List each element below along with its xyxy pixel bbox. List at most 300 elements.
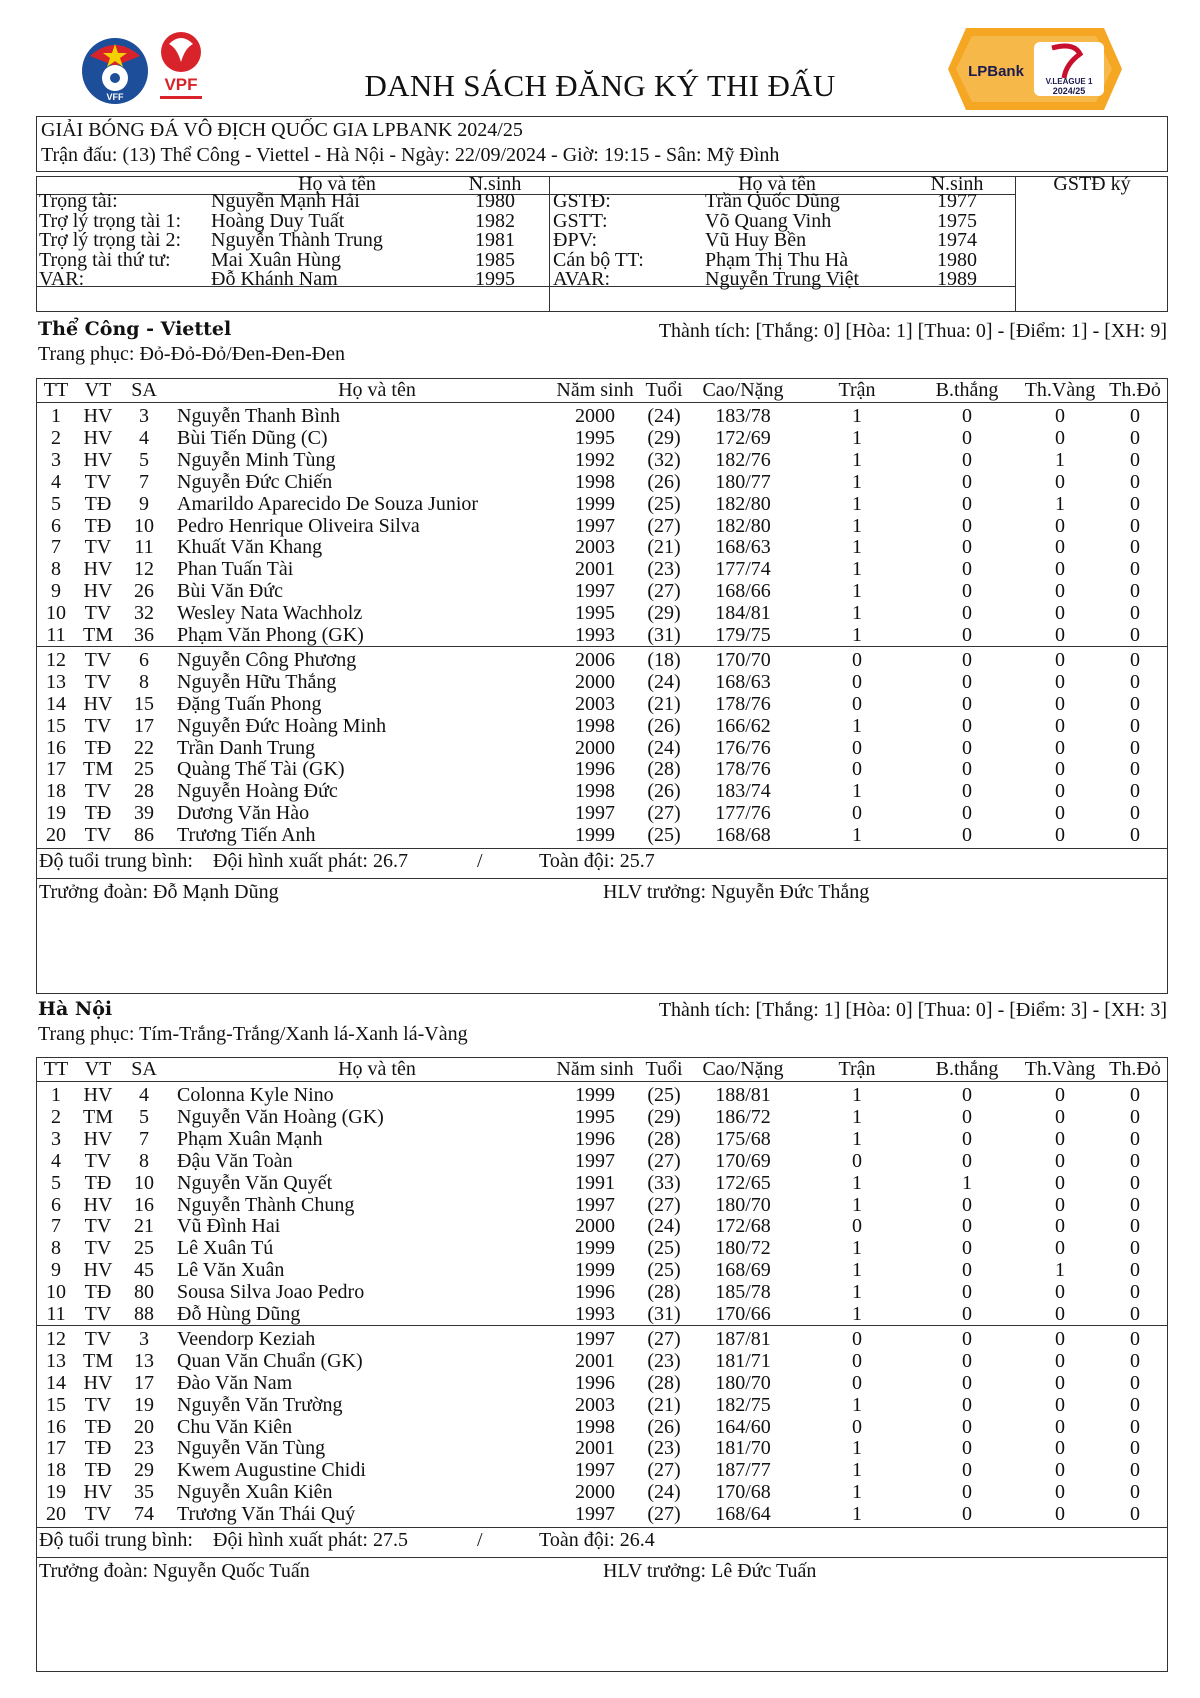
player-position: TĐ	[84, 1437, 112, 1460]
official-role: Cán bộ TT:	[553, 248, 644, 271]
player-shirt-number: 25	[134, 1237, 154, 1260]
player-matches: 1	[852, 426, 862, 449]
player-birth-year: 1995	[575, 426, 615, 449]
player-red-cards: 0	[1130, 470, 1140, 493]
player-birth-year: 2000	[575, 736, 615, 759]
player-height-weight: 172/65	[715, 1171, 771, 1194]
player-matches: 0	[852, 648, 862, 671]
player-shirt-number: 23	[134, 1437, 154, 1460]
player-player-name: Phạm Xuân Mạnh	[177, 1127, 323, 1150]
player-goals: 0	[962, 648, 972, 671]
player-age: (27)	[647, 580, 681, 603]
col-matches-header: Trận	[838, 1058, 876, 1080]
player-tt: 12	[46, 1327, 66, 1350]
player-goals: 0	[962, 602, 972, 625]
avar-name: Nguyễn Trung Việt	[705, 268, 860, 290]
player-birth-year: 1993	[575, 624, 615, 646]
player-age: (31)	[647, 1303, 681, 1325]
player-row	[37, 623, 1167, 647]
player-height-weight: 170/66	[715, 1303, 771, 1325]
player-player-name: Nguyễn Thanh Bình	[177, 405, 340, 427]
player-tt: 7	[51, 1215, 61, 1238]
player-height-weight: 179/75	[715, 624, 771, 646]
player-tt: 2	[51, 426, 61, 449]
player-red-cards: 0	[1130, 780, 1140, 803]
player-tt: 1	[51, 1084, 61, 1106]
player-position: TV	[84, 1393, 112, 1416]
average-age-label: Độ tuổi trung bình:	[39, 1529, 193, 1551]
svg-text:VFF: VFF	[106, 92, 124, 102]
player-birth-year: 1999	[575, 1237, 615, 1260]
player-yellow-cards: 0	[1055, 1371, 1065, 1394]
player-position: HV	[83, 1481, 113, 1504]
player-matches: 1	[852, 1171, 862, 1194]
col-birth-year-header: Năm sinh	[556, 379, 634, 401]
player-shirt-number: 88	[134, 1303, 154, 1325]
player-matches: 0	[852, 1215, 862, 1238]
player-position: HV	[83, 1371, 113, 1394]
player-row	[37, 448, 1167, 472]
head-coach: HLV trưởng: Lê Đức Tuấn	[603, 1560, 817, 1582]
player-player-name: Quan Văn Chuẩn (GK)	[177, 1349, 363, 1372]
player-yellow-cards: 0	[1055, 780, 1065, 803]
player-birth-year: 1998	[575, 1415, 615, 1438]
player-red-cards: 0	[1130, 624, 1140, 646]
player-shirt-number: 10	[134, 1171, 154, 1194]
player-player-name: Nguyễn Văn Trường	[177, 1393, 343, 1416]
player-matches: 0	[852, 1349, 862, 1372]
player-height-weight: 181/70	[715, 1437, 771, 1460]
player-player-name: Trương Văn Thái Quý	[177, 1503, 356, 1526]
team-1-roster-table	[36, 378, 1168, 994]
svg-text:2024/25: 2024/25	[1052, 86, 1086, 96]
player-goals: 0	[962, 558, 972, 581]
col-goals-header: B.thắng	[935, 379, 999, 401]
player-tt: 16	[46, 1415, 66, 1438]
player-goals: 0	[962, 670, 972, 693]
player-row	[37, 470, 1167, 494]
player-height-weight: 178/76	[715, 692, 771, 715]
player-age: (26)	[647, 470, 681, 493]
player-matches: 0	[852, 1149, 862, 1172]
player-row	[37, 404, 1167, 428]
player-height-weight: 168/64	[715, 1503, 771, 1526]
official-role: ĐPV:	[553, 229, 598, 251]
player-shirt-number: 80	[134, 1281, 154, 1304]
player-goals: 0	[962, 824, 972, 847]
player-yellow-cards: 0	[1055, 1171, 1065, 1194]
player-player-name: Khuất Văn Khang	[177, 536, 323, 559]
player-birth-year: 1995	[575, 602, 615, 625]
player-position: HV	[83, 1193, 113, 1216]
var-name: Đỗ Khánh Nam	[211, 268, 338, 290]
official-role: GSTT:	[553, 209, 608, 232]
player-tt: 9	[51, 1259, 61, 1282]
player-yellow-cards: 0	[1055, 1481, 1065, 1504]
player-height-weight: 177/76	[715, 802, 771, 825]
player-matches: 0	[852, 758, 862, 781]
player-matches: 1	[852, 492, 862, 515]
col-height-weight-header: Cao/Nặng	[702, 379, 784, 401]
player-shirt-number: 74	[134, 1503, 154, 1526]
official-year: 1974	[937, 229, 977, 251]
player-red-cards: 0	[1130, 1459, 1140, 1482]
team-2-name: Hà Nội	[38, 998, 113, 1020]
player-row	[37, 1302, 1167, 1326]
player-height-weight: 180/70	[715, 1193, 771, 1216]
player-row	[37, 1236, 1167, 1260]
player-shirt-number: 7	[139, 470, 149, 493]
player-yellow-cards: 0	[1055, 648, 1065, 671]
player-red-cards: 0	[1130, 692, 1140, 715]
officials-header-year-2: N.sinh	[930, 173, 984, 195]
player-position: TV	[84, 1215, 112, 1238]
player-birth-year: 1997	[575, 1503, 615, 1526]
player-goals: 1	[962, 1171, 972, 1194]
player-matches: 1	[852, 448, 862, 471]
player-yellow-cards: 0	[1055, 580, 1065, 603]
player-yellow-cards: 0	[1055, 1503, 1065, 1526]
player-goals: 0	[962, 1127, 972, 1150]
vff-logo	[80, 36, 150, 106]
player-age: (25)	[647, 1259, 681, 1282]
player-age: (26)	[647, 714, 681, 737]
player-yellow-cards: 0	[1055, 1193, 1065, 1216]
col-tt-header: TT	[43, 379, 69, 401]
player-age: (25)	[647, 1237, 681, 1260]
player-matches: 1	[852, 780, 862, 803]
player-player-name: Nguyễn Xuân Kiên	[177, 1481, 333, 1504]
player-matches: 1	[852, 405, 862, 427]
player-matches: 0	[852, 802, 862, 825]
player-age: (32)	[647, 448, 681, 471]
player-yellow-cards: 1	[1055, 1259, 1065, 1282]
player-row	[37, 1171, 1167, 1195]
player-age: (24)	[647, 405, 681, 427]
player-tt: 5	[51, 1171, 61, 1194]
player-tt: 14	[46, 692, 66, 715]
svg-text:VPF: VPF	[164, 75, 198, 94]
table-header-row	[37, 1057, 1167, 1081]
player-goals: 0	[962, 536, 972, 559]
col-age-header: Tuổi	[645, 1058, 683, 1080]
player-position: TV	[84, 1327, 112, 1350]
player-goals: 0	[962, 1259, 972, 1282]
player-yellow-cards: 0	[1055, 405, 1065, 427]
player-position: TM	[83, 1105, 113, 1128]
player-shirt-number: 86	[134, 824, 154, 847]
player-red-cards: 0	[1130, 1481, 1140, 1504]
player-position: HV	[83, 558, 113, 581]
player-height-weight: 183/78	[715, 405, 771, 427]
player-position: HV	[83, 692, 113, 715]
player-row	[37, 579, 1167, 603]
player-age: (29)	[647, 426, 681, 449]
player-age: (23)	[647, 1437, 681, 1460]
player-goals: 0	[962, 1193, 972, 1216]
player-shirt-number: 4	[139, 426, 149, 449]
player-matches: 1	[852, 580, 862, 603]
player-yellow-cards: 0	[1055, 536, 1065, 559]
player-position: TM	[83, 1349, 113, 1372]
player-red-cards: 0	[1130, 1105, 1140, 1128]
player-goals: 0	[962, 1371, 972, 1394]
player-birth-year: 2001	[575, 558, 615, 581]
player-birth-year: 1997	[575, 1327, 615, 1350]
player-shirt-number: 35	[134, 1481, 154, 1504]
col-age-header: Tuổi	[645, 379, 683, 401]
player-row	[37, 1371, 1167, 1395]
average-age-separator: /	[477, 850, 483, 872]
player-shirt-number: 17	[134, 1371, 154, 1394]
player-height-weight: 177/74	[715, 558, 771, 581]
table-header-row	[37, 378, 1167, 402]
player-tt: 14	[46, 1371, 66, 1394]
player-red-cards: 0	[1130, 714, 1140, 737]
player-player-name: Phan Tuấn Tài	[177, 558, 294, 581]
average-age-label: Độ tuổi trung bình:	[39, 850, 193, 872]
player-row	[37, 1415, 1167, 1439]
player-row	[37, 601, 1167, 625]
player-goals: 0	[962, 736, 972, 759]
player-shirt-number: 29	[134, 1459, 154, 1482]
player-red-cards: 0	[1130, 670, 1140, 693]
player-birth-year: 1997	[575, 1149, 615, 1172]
player-tt: 12	[46, 648, 66, 671]
player-birth-year: 1997	[575, 1193, 615, 1216]
match-info-box	[36, 116, 1168, 172]
player-age: (28)	[647, 1127, 681, 1150]
player-age: (33)	[647, 1171, 681, 1194]
player-yellow-cards: 1	[1055, 492, 1065, 515]
player-red-cards: 0	[1130, 1259, 1140, 1282]
player-tt: 2	[51, 1105, 61, 1128]
player-birth-year: 1992	[575, 448, 615, 471]
player-tt: 15	[46, 714, 66, 737]
player-matches: 1	[852, 1503, 862, 1526]
player-shirt-number: 8	[139, 1149, 149, 1172]
player-yellow-cards: 0	[1055, 1215, 1065, 1238]
player-matches: 1	[852, 1437, 862, 1460]
player-row	[37, 692, 1167, 716]
player-red-cards: 0	[1130, 1237, 1140, 1260]
player-goals: 0	[962, 1084, 972, 1106]
player-yellow-cards: 0	[1055, 1281, 1065, 1304]
player-height-weight: 182/76	[715, 448, 771, 471]
svg-text:V.LEAGUE 1: V.LEAGUE 1	[1045, 77, 1093, 86]
officials-header-name: Họ và tên	[298, 173, 376, 195]
competition-name: GIẢI BÓNG ĐÁ VÔ ĐỊCH QUỐC GIA LPBANK 2024/25	[41, 119, 523, 141]
player-height-weight: 166/62	[715, 714, 771, 737]
player-position: TV	[84, 780, 112, 803]
player-red-cards: 0	[1130, 1303, 1140, 1325]
player-shirt-number: 7	[139, 1127, 149, 1150]
player-birth-year: 2000	[575, 1215, 615, 1238]
lpbank-vleague-logo	[946, 26, 1124, 112]
player-player-name: Nguyễn Đức Hoàng Minh	[177, 714, 387, 737]
player-shirt-number: 11	[134, 536, 154, 559]
player-height-weight: 182/75	[715, 1393, 771, 1416]
col-birth-year-header: Năm sinh	[556, 1058, 634, 1080]
player-matches: 0	[852, 1415, 862, 1438]
player-row	[37, 779, 1167, 803]
player-red-cards: 0	[1130, 1084, 1140, 1106]
vpf-logo	[152, 28, 210, 108]
svg-text:LPBank: LPBank	[968, 63, 1024, 80]
player-position: TV	[84, 1237, 112, 1260]
player-position: TĐ	[84, 1171, 112, 1194]
player-goals: 0	[962, 1393, 972, 1416]
player-tt: 11	[46, 1303, 66, 1325]
document-title: DANH SÁCH ĐĂNG KÝ THI ĐẤU	[364, 68, 836, 103]
player-goals: 0	[962, 714, 972, 737]
player-player-name: Bùi Tiến Dũng (C)	[177, 426, 328, 449]
player-red-cards: 0	[1130, 536, 1140, 559]
player-row	[37, 1105, 1167, 1129]
player-age: (23)	[647, 1349, 681, 1372]
player-yellow-cards: 0	[1055, 1327, 1065, 1350]
player-red-cards: 0	[1130, 1149, 1140, 1172]
player-player-name: Nguyễn Đức Chiến	[177, 470, 333, 493]
player-yellow-cards: 0	[1055, 670, 1065, 693]
player-height-weight: 180/77	[715, 470, 771, 493]
player-player-name: Nguyễn Văn Quyết	[177, 1171, 333, 1194]
player-birth-year: 2000	[575, 670, 615, 693]
player-goals: 0	[962, 1281, 972, 1304]
player-player-name: Amarildo Aparecido De Souza Junior	[177, 492, 479, 515]
player-matches: 0	[852, 1371, 862, 1394]
player-row	[37, 1127, 1167, 1151]
player-birth-year: 1996	[575, 1281, 615, 1304]
player-player-name: Nguyễn Minh Tùng	[177, 448, 336, 471]
player-shirt-number: 16	[134, 1193, 154, 1216]
officials-header-year: N.sinh	[468, 173, 522, 195]
player-yellow-cards: 0	[1055, 714, 1065, 737]
player-shirt-number: 26	[134, 580, 154, 603]
col-position-header: VT	[84, 1058, 112, 1080]
player-red-cards: 0	[1130, 1437, 1140, 1460]
player-shirt-number: 28	[134, 780, 154, 803]
player-yellow-cards: 0	[1055, 1393, 1065, 1416]
match-details: Trận đấu: (13) Thể Công - Viettel - Hà Nội - Ngày: 22/09/2024 - Giờ: 19:15 - Sân: Mỹ Đình	[41, 144, 780, 166]
player-goals: 0	[962, 514, 972, 537]
player-matches: 1	[852, 1303, 862, 1325]
player-tt: 6	[51, 514, 61, 537]
player-position: TV	[84, 824, 112, 847]
player-height-weight: 182/80	[715, 492, 771, 515]
player-goals: 0	[962, 448, 972, 471]
player-yellow-cards: 0	[1055, 558, 1065, 581]
average-age-separator: /	[477, 1529, 483, 1551]
avar-role: AVAR:	[553, 268, 611, 290]
official-role: GSTĐ:	[553, 190, 611, 212]
player-red-cards: 0	[1130, 802, 1140, 825]
player-position: TV	[84, 536, 112, 559]
player-height-weight: 170/69	[715, 1149, 771, 1172]
player-shirt-number: 5	[139, 1105, 149, 1128]
player-height-weight: 168/68	[715, 824, 771, 847]
player-birth-year: 1999	[575, 492, 615, 515]
player-age: (25)	[647, 1084, 681, 1106]
player-position: HV	[83, 448, 113, 471]
average-age-squad: Toàn đội: 26.4	[539, 1529, 655, 1551]
player-shirt-number: 17	[134, 714, 154, 737]
player-shirt-number: 15	[134, 692, 154, 715]
player-age: (27)	[647, 1149, 681, 1172]
player-player-name: Pedro Henrique Oliveira Silva	[177, 514, 420, 537]
player-row	[37, 757, 1167, 781]
player-position: TM	[83, 624, 113, 646]
player-height-weight: 172/69	[715, 426, 771, 449]
player-shirt-number: 4	[139, 1084, 149, 1106]
col-height-weight-header: Cao/Nặng	[702, 1058, 784, 1080]
player-age: (21)	[647, 692, 681, 715]
player-tt: 18	[46, 1459, 66, 1482]
player-tt: 20	[46, 824, 66, 847]
player-red-cards: 0	[1130, 426, 1140, 449]
player-birth-year: 2001	[575, 1437, 615, 1460]
player-height-weight: 183/74	[715, 780, 771, 803]
player-position: TV	[84, 714, 112, 737]
col-yellow-cards-header: Th.Vàng	[1024, 1058, 1096, 1080]
player-position: TĐ	[84, 1281, 112, 1304]
player-position: TM	[83, 758, 113, 781]
var-year: 1995	[475, 268, 515, 290]
player-position: TĐ	[84, 1415, 112, 1438]
player-yellow-cards: 0	[1055, 758, 1065, 781]
player-row	[37, 1280, 1167, 1304]
player-matches: 1	[852, 624, 862, 646]
player-age: (31)	[647, 624, 681, 646]
player-shirt-number: 25	[134, 758, 154, 781]
player-goals: 0	[962, 470, 972, 493]
player-row	[37, 1393, 1167, 1417]
player-birth-year: 1995	[575, 1105, 615, 1128]
player-row	[37, 648, 1167, 672]
col-player-name-header: Họ và tên	[338, 1058, 416, 1080]
player-player-name: Kwem Augustine Chidi	[177, 1459, 366, 1482]
official-role: Trọng tài thứ tư:	[39, 248, 171, 271]
player-birth-year: 1991	[575, 1171, 615, 1194]
player-position: TV	[84, 1303, 112, 1325]
player-yellow-cards: 0	[1055, 1237, 1065, 1260]
player-tt: 1	[51, 405, 61, 427]
player-yellow-cards: 0	[1055, 602, 1065, 625]
player-yellow-cards: 0	[1055, 1084, 1065, 1106]
player-goals: 0	[962, 492, 972, 515]
team-2-record: Thành tích: [Thắng: 1] [Hòa: 0] [Thua: 0] - [Điểm: 3] - [XH: 3]	[658, 999, 1167, 1021]
player-player-name: Vũ Đình Hai	[177, 1215, 281, 1238]
player-age: (28)	[647, 1281, 681, 1304]
player-age: (27)	[647, 802, 681, 825]
official-name: Phạm Thị Thu Hà	[705, 248, 849, 271]
player-position: TĐ	[84, 514, 112, 537]
official-name: Nguyễn Thành Trung	[211, 229, 383, 251]
player-goals: 0	[962, 692, 972, 715]
official-name: Mai Xuân Hùng	[211, 248, 341, 271]
player-age: (27)	[647, 1459, 681, 1482]
player-birth-year: 1999	[575, 824, 615, 847]
player-goals: 0	[962, 1437, 972, 1460]
player-birth-year: 1997	[575, 580, 615, 603]
player-matches: 0	[852, 692, 862, 715]
player-birth-year: 1999	[575, 1084, 615, 1106]
col-red-cards-header: Th.Đỏ	[1109, 1058, 1161, 1080]
player-row	[37, 1436, 1167, 1460]
player-matches: 1	[852, 1481, 862, 1504]
player-row	[37, 714, 1167, 738]
player-birth-year: 2006	[575, 648, 615, 671]
